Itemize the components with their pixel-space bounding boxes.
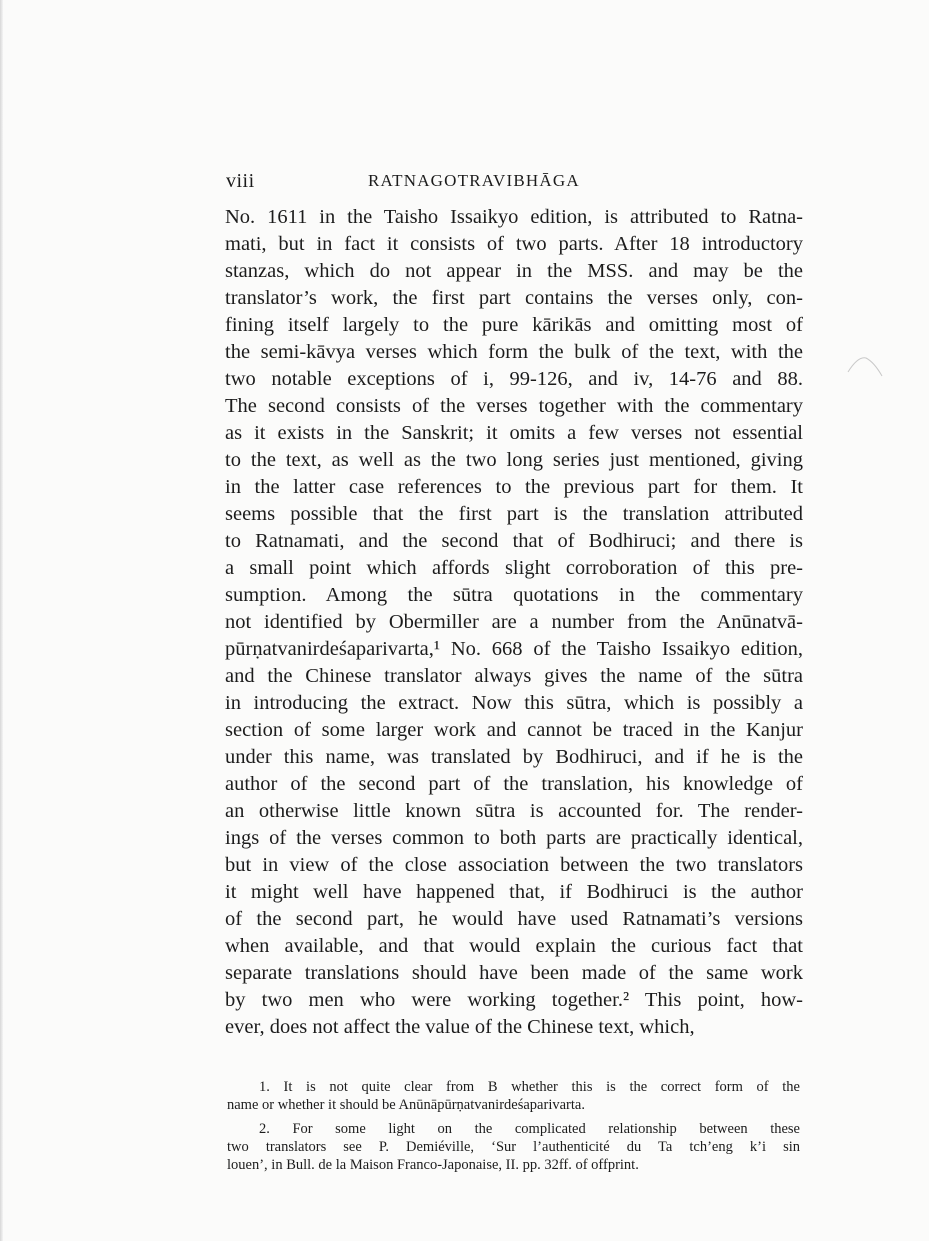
body-line: No. 1611 in the Taisho Issaikyo edition, is attributed to Ratna-	[225, 206, 803, 228]
footnote-2	[227, 1120, 800, 1174]
body-line: separate translations should have been made of the same work	[225, 962, 803, 984]
footnote-line: 2. For some light on the complicated relationship between these	[259, 1121, 800, 1137]
body-line: it might well have happened that, if Bodhiruci is the author	[225, 881, 803, 903]
body-line: but in view of the close association between the two translators	[225, 854, 803, 876]
body-line: to the text, as well as the two long series just mentioned, giving	[225, 449, 803, 471]
body-line: fining itself largely to the pure kārikās and omitting most of	[225, 314, 803, 336]
page-number: viii	[226, 170, 255, 192]
body-line: an otherwise little known sūtra is accounted for. The render-	[225, 800, 803, 822]
body-line: seems possible that the first part is the translation attributed	[225, 503, 803, 525]
body-line: translator’s work, the first part contains the verses only, con-	[225, 287, 803, 309]
body-line: author of the second part of the translation, his knowledge of	[225, 773, 803, 795]
body-line: when available, and that would explain the curious fact that	[225, 935, 803, 957]
footnotes	[227, 1078, 800, 1180]
body-line: in introducing the extract. Now this sūtra, which is possibly a	[225, 692, 803, 714]
page-edge-shadow	[0, 0, 3, 1241]
footnote-line: two translators see P. Demiéville, ‘Sur l’authenticité du Ta tch’eng k’i sin	[227, 1139, 800, 1155]
body-line: in the latter case references to the previous part for them. It	[225, 476, 803, 498]
body-line: as it exists in the Sanskrit; it omits a few verses not essential	[225, 422, 803, 444]
body-line: pūrṇatvanirdeśaparivarta,¹ No. 668 of the Taisho Issaikyo edition,	[225, 638, 803, 660]
body-line: under this name, was translated by Bodhiruci, and if he is the	[225, 746, 803, 768]
body-line: of the second part, he would have used Ratnamati’s versions	[225, 908, 803, 930]
body-line: ever, does not affect the value of the Chinese text, which,	[225, 1016, 695, 1038]
footnote-1	[227, 1078, 800, 1114]
body-line: to Ratnamati, and the second that of Bodhiruci; and there is	[225, 530, 803, 552]
running-title: RATNAGOTRAVIBHĀGA	[368, 171, 580, 190]
body-line: not identified by Obermiller are a number from the Anūnatvā-	[225, 611, 803, 633]
footnote-line: 1. It is not quite clear from B whether this is the correct form of the	[259, 1079, 800, 1095]
body-line: ings of the verses common to both parts are practically identical,	[225, 827, 803, 849]
body-paragraph	[225, 204, 803, 1041]
body-line: mati, but in fact it consists of two parts. After 18 introductory	[225, 233, 803, 255]
body-line: stanzas, which do not appear in the MSS. and may be the	[225, 260, 803, 282]
body-line: a small point which affords slight corroboration of this pre-	[225, 557, 803, 579]
body-line: the semi-kāvya verses which form the bulk of the text, with the	[225, 341, 803, 363]
footnote-line: name or whether it should be Anūnāpūrṇatvanirdeśaparivarta.	[227, 1097, 585, 1113]
pencil-mark-icon	[846, 352, 884, 378]
body-line: by two men who were working together.² This point, how-	[225, 989, 803, 1011]
body-line: two notable exceptions of i, 99-126, and iv, 14-76 and 88.	[225, 368, 803, 390]
body-line: The second consists of the verses together with the commentary	[225, 395, 803, 417]
body-line: section of some larger work and cannot be traced in the Kanjur	[225, 719, 803, 741]
body-line: and the Chinese translator always gives the name of the sūtra	[225, 665, 803, 687]
footnote-line: louen’, in Bull. de la Maison Franco-Japonaise, II. pp. 32ff. of offprint.	[227, 1157, 639, 1173]
body-line: sumption. Among the sūtra quotations in the commentary	[225, 584, 803, 606]
